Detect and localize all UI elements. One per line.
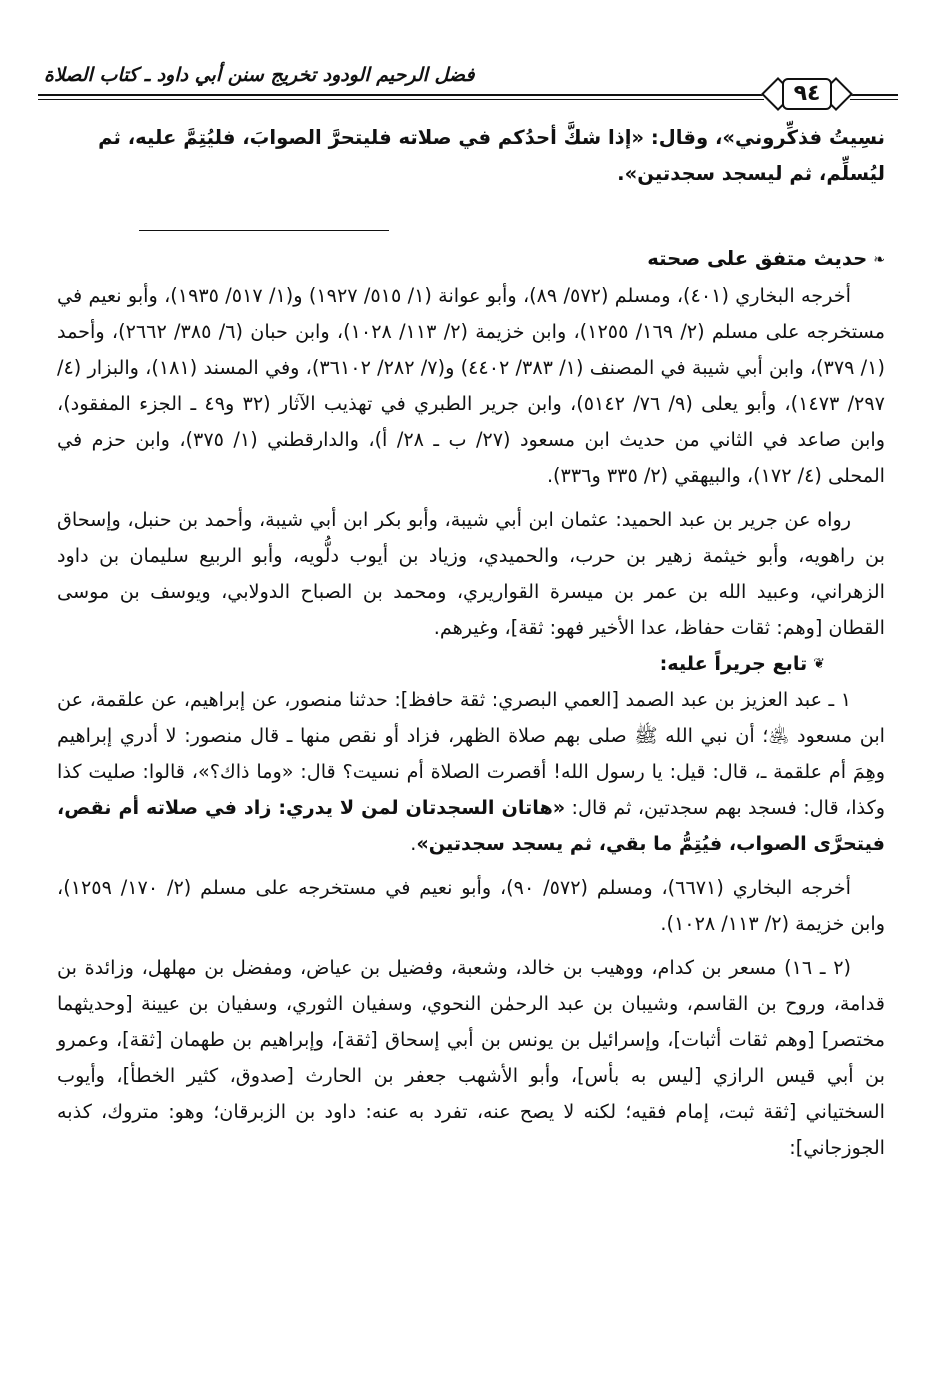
running-header bbox=[38, 58, 898, 114]
page-number-ornament bbox=[764, 76, 850, 112]
intro-line-1: نسِيتُ فذكِّروني»، وقال: «إذا شكَّ أحدُكم في صلاته فليتحرَّ الصوابَ، فليُتِمَّ عليه، ثم bbox=[98, 126, 885, 149]
hadith-item-2: (٢ ـ ١٦) مسعر بن كدام، ووهيب بن خالد، وشعبة، وفضيل بن عياض، ومفضل بن مهلهل، وزائدة بن قدامة، وروح بن القاسم، وشيبان بن عبد الرحمٰن النحوي، وسفيان الثوري، وسفيان بن عيينة [وحديثهما مختصر] [وهم ثقات أثبات]، وإسرائيل بن يونس بن أبي إسحاق [ثقة]، وإبراهيم بن طهمان [ثقة]، وعمرو بن أبي قيس الرازي [ليس به بأس]، وأبو الأشهب جعفر بن الحارث [صدوق، كثير الخطأ]، وأيوب السختياني [ثقة ثبت، إمام فقيه؛ لكنه لا يصح عنه، تفرد به عنه: داود بن الزبرقان؛ وهو: متروك، كذبه الجوزجاني]: bbox=[57, 956, 885, 1159]
page-number: ٩٤ bbox=[782, 78, 833, 110]
hadith-item-1-end: . bbox=[410, 832, 417, 855]
page-body bbox=[57, 120, 885, 1166]
follow-heading bbox=[57, 646, 885, 683]
section-separator bbox=[139, 230, 389, 231]
takhrij-paragraph: أخرجه البخاري (٤٠١)، ومسلم (٥٧٢/ ٨٩)، وأبو عوانة (١/ ٥١٥/ ١٩٢٧) و(١/ ٥١٧/ ١٩٣٥)، وأبو نعيم في مستخرجه على مسلم (٢/ ١٦٩/ ١٢٥٥)، وابن خزيمة (٢/ ١١٣/ ١٠٢٨)، وابن حبان (٦/ ٣٨٥/ ٢٦٦٢)، وأحمد (١/ ٣٧٩)، وابن أبي شيبة في المصنف (١/ ٣٨٣/ ٤٤٠٢) و(٧/ ٢٨٢/ ٣٦١٠٢)، وفي المسند (١٨١)، والبزار (٤/ ٢٩٧/ ١٤٧٣)، وأبو يعلى (٩/ ٧٦/ ٥١٤٢)، وابن جرير الطبري في تهذيب الآثار (٣٢ و٤٩ ـ الجزء المفقود)، وابن صاعد في الثاني من حديث ابن مسعود (٢٧/ ب ـ ٢٨/ أ)، والدارقطني (١/ ٣٧٥)، وابن حزم في المحلى (٤/ ١٧٢)، والبيهقي (٢/ ٣٣٥ و٣٣٦). bbox=[57, 283, 885, 487]
ornament-icon: ❧ bbox=[873, 251, 885, 268]
intro-line-2: ليُسلِّم، ثم ليسجد سجدتين». bbox=[617, 162, 885, 185]
takhrij-paragraph-2: أخرجه البخاري (٦٦٧١)، ومسلم (٥٧٢/ ٩٠)، وأبو نعيم في مستخرجه على مسلم (٢/ ١٧٠/ ١٢٥٩)، وابن خزيمة (٢/ ١١٣/ ١٠٢٨). bbox=[57, 876, 885, 935]
follow-heading-text: تابع جريراً عليه: bbox=[659, 651, 808, 675]
header-title: فضل الرحيم الودود تخريج سنن أبي داود ـ كتاب الصلاة bbox=[38, 64, 480, 86]
narrators-paragraph: رواه عن جرير بن عبد الحميد: عثمان ابن أبي شيبة، وأبو بكر ابن أبي شيبة، وأحمد بن حنبل، وإسحاق بن راهويه، وأبو خيثمة زهير بن حرب، والحميدي، وزياد بن أيوب دلُّويه، وأبو الربيع سليمان بن داود الزهراني، وعبيد الله بن عمر بن ميسرة القواريري، ومحمد بن الصباح الدولابي، ويوسف بن موسى القطان [وهم: ثقات حفاظ، عدا الأخير فهو: ثقة]، وغيرهم. bbox=[57, 507, 885, 639]
section-heading bbox=[57, 241, 885, 278]
hadith-item-1-text: ١ ـ عبد العزيز بن عبد الصمد [العمي البصري: ثقة حافظ]: حدثنا منصور، عن إبراهيم، عن علقمة، عن ابن مسعود ﵁؛ أن نبي الله ﷺ صلى بهم صلاة الظهر، فزاد أو نقص منها ـ قال منصور: لا أدري إبراهيم وهِمَ أم علقمة ـ، قال: قيل: يا رسول الله! أقصرت الصلاة أم نسيت؟ قال: «وما ذاك؟»، قالوا: صليت كذا وكذا، قال: فسجد بهم سجدتين، ثم قال: bbox=[57, 688, 885, 819]
section-heading-text: حديث متفق على صحته bbox=[647, 247, 868, 270]
hadith-item-1-quote: «هاتان السجدتان لمن لا يدري: زاد في صلاته أم نقص، فيتحرَّى الصواب، فيُتِمُّ ما بقي، ثم يسجد سجدتين» bbox=[57, 796, 885, 855]
leaf-icon: ❦ bbox=[813, 656, 825, 672]
hadith-item-1 bbox=[57, 682, 885, 862]
